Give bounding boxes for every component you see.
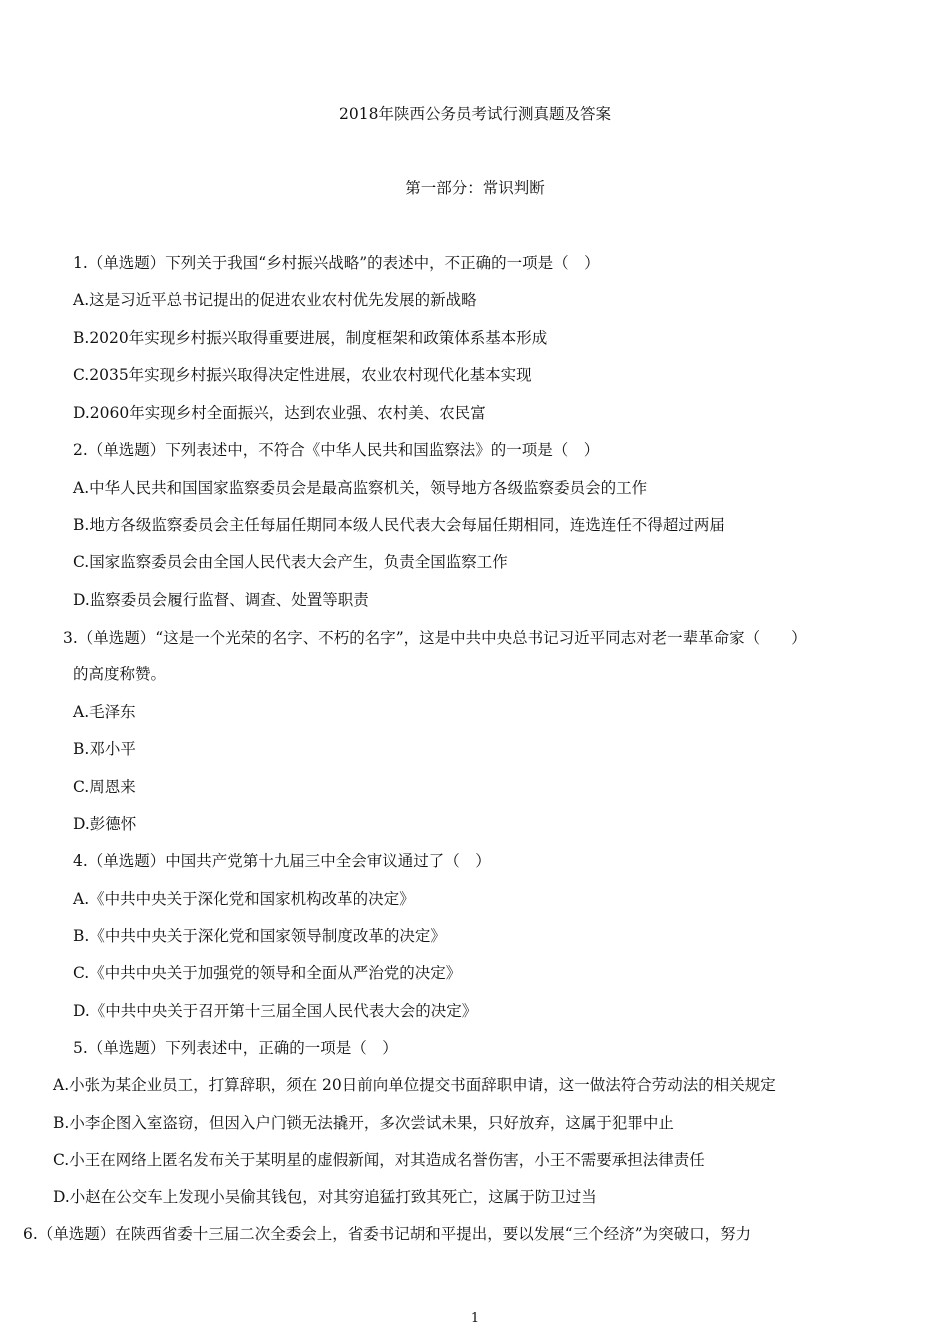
question-5-option-b: B.小李企图入室盗窃，但因入户门锁无法撬开，多次尝试未果，只好放弃，这属于犯罪中止 <box>53 1114 674 1132</box>
question-1-option-c: C.2035年实现乡村振兴取得决定性进展，农业农村现代化基本实现 <box>73 366 532 384</box>
question-6-stem: 6.（单选题）在陕西省委十三届二次全委会上，省委书记胡和平提出，要以发展“三个经济”为突破口，努力 <box>23 1225 752 1243</box>
question-2-option-d: D.监察委员会履行监督、调查、处置等职责 <box>73 591 369 609</box>
question-2-option-c: C.国家监察委员会由全国人民代表大会产生，负责全国监察工作 <box>73 553 508 571</box>
section-heading: 第一部分：常识判断 <box>405 179 545 197</box>
question-1-option-a: A.这是习近平总书记提出的促进农业农村优先发展的新战略 <box>73 291 477 309</box>
document-title: 2018年陕西公务员考试行测真题及答案 <box>339 105 611 123</box>
question-4-option-a: A.《中共中央关于深化党和国家机构改革的决定》 <box>73 890 415 908</box>
question-2-option-b: B.地方各级监察委员会主任每届任期同本级人民代表大会每届任期相同，连选连任不得超过两届 <box>73 516 725 534</box>
question-2-stem: 2.（单选题）下列表述中，不符合《中华人民共和国监察法》的一项是（ ） <box>73 441 600 459</box>
question-3-stem-continued: 的高度称赞。 <box>73 665 167 683</box>
page-number: 1 <box>470 1311 480 1326</box>
question-4-option-c: C.《中共中央关于加强党的领导和全面从严治党的决定》 <box>73 964 462 982</box>
question-4-option-b: B.《中共中央关于深化党和国家领导制度改革的决定》 <box>73 927 446 945</box>
question-3-option-b: B.邓小平 <box>73 740 136 758</box>
question-3-option-c: C.周恩来 <box>73 778 136 796</box>
question-4-stem: 4.（单选题）中国共产党第十九届三中全会审议通过了（ ） <box>73 852 491 870</box>
question-3-option-d: D.彭德怀 <box>73 815 137 833</box>
question-1-option-d: D.2060年实现乡村全面振兴，达到农业强、农村美、农民富 <box>73 404 486 422</box>
question-3-stem: 3.（单选题）“这是一个光荣的名字、不朽的名字”，这是中共中央总书记习近平同志对老一辈革命家（ ） <box>63 629 807 647</box>
question-5-option-a: A.小张为某企业员工，打算辞职，须在 20日前向单位提交书面辞职申请，这一做法符合劳动法的相关规定 <box>53 1076 776 1094</box>
question-5-stem: 5.（单选题）下列表述中，正确的一项是（ ） <box>73 1039 398 1057</box>
question-2-option-a: A.中华人民共和国国家监察委员会是最高监察机关，领导地方各级监察委员会的工作 <box>73 479 648 497</box>
question-5-option-c: C.小王在网络上匿名发布关于某明星的虚假新闻，对其造成名誉伤害，小王不需要承担法律责任 <box>53 1151 705 1169</box>
question-5-option-d: D.小赵在公交车上发现小吴偷其钱包，对其穷追猛打致其死亡，这属于防卫过当 <box>53 1188 597 1206</box>
question-3-option-a: A.毛泽东 <box>73 703 136 721</box>
question-1-option-b: B.2020年实现乡村振兴取得重要进展，制度框架和政策体系基本形成 <box>73 329 548 347</box>
question-4-option-d: D.《中共中央关于召开第十三届全国人民代表大会的决定》 <box>73 1002 478 1020</box>
question-1-stem: 1.（单选题）下列关于我国“乡村振兴战略”的表述中，不正确的一项是（ ） <box>73 254 600 272</box>
